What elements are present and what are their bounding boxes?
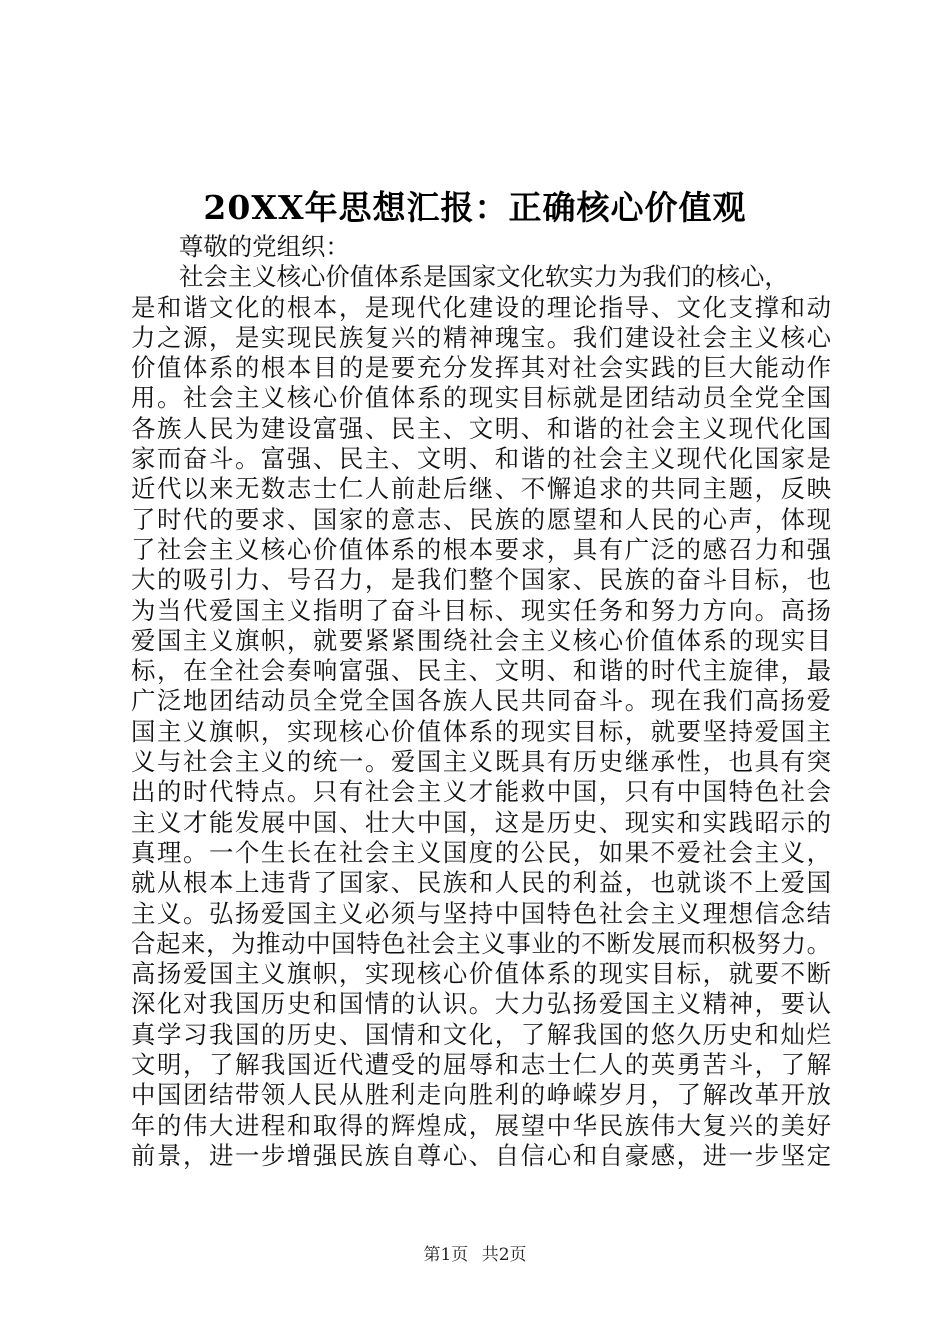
paragraph-line: 主义才能发展中国、壮大中国，这是历史、现实和实践昭示的 [131,807,831,837]
paragraph-line: 了时代的要求、国家的意志、民族的愿望和人民的心声，体现 [131,504,831,534]
paragraph-line: 义与社会主义的统一。爱国主义既具有历史继承性，也具有突 [131,747,831,777]
paragraph-line: 标，在全社会奏响富强、民主、文明、和谐的时代主旋律，最 [131,656,831,686]
paragraph-line: 国主义旗帜，实现核心价值体系的现实目标，就要坚持爱国主 [131,716,831,746]
page-footer [0,1243,950,1267]
paragraph-line: 爱国主义旗帜，就要紧紧围绕社会主义核心价值体系的现实目 [131,625,831,655]
paragraph-line: 文明，了解我国近代遭受的屈辱和志士仁人的英勇苦斗，了解 [131,1050,831,1080]
paragraph-line: 深化对我国历史和国情的认识。大力弘扬爱国主义精神，要认 [131,989,831,1019]
paragraph-line: 合起来，为推动中国特色社会主义事业的不断发展而积极努力。 [131,928,831,958]
page-total: 共2页 [481,1245,527,1265]
paragraph-line: 前景，进一步增强民族自尊心、自信心和自豪感，进一步坚定 [131,1140,831,1170]
paragraph-line: 出的时代特点。只有社会主义才能救中国，只有中国特色社会 [131,777,831,807]
paragraph-line: 真学习我国的历史、国情和文化，了解我国的悠久历史和灿烂 [131,1019,831,1049]
paragraph-line: 中国团结带领人民从胜利走向胜利的峥嵘岁月，了解改革开放 [131,1080,831,1110]
paragraph-line: 了社会主义核心价值体系的根本要求，具有广泛的感召力和强 [131,534,831,564]
paragraph-line: 真理。一个生长在社会主义国度的公民，如果不爱社会主义， [131,837,831,867]
paragraph-line: 力之源，是实现民族复兴的精神瑰宝。我们建设社会主义核心 [131,322,831,352]
paragraph-line: 近代以来无数志士仁人前赴后继、不懈追求的共同主题，反映 [131,474,831,504]
paragraph-line: 高扬爱国主义旗帜，实现核心价值体系的现实目标，就要不断 [131,959,831,989]
paragraph-line: 社会主义核心价值体系是国家文化软实力为我们的核心， [179,262,789,292]
paragraph-line: 价值体系的根本目的是要充分发挥其对社会实践的巨大能动作 [131,353,831,383]
paragraph-line: 年的伟大进程和取得的辉煌成，展望中华民族伟大复兴的美好 [131,1110,831,1140]
paragraph-line: 各族人民为建设富强、民主、文明、和谐的社会主义现代化国 [131,413,831,443]
paragraph-line: 广泛地团结动员全党全国各族人民共同奋斗。现在我们高扬爱 [131,686,831,716]
paragraph-line: 主义。弘扬爱国主义必须与坚持中国特色社会主义理想信念结 [131,898,831,928]
document-body [131,232,831,1171]
paragraph-line: 大的吸引力、号召力，是我们整个国家、民族的奋斗目标，也 [131,565,831,595]
paragraph-line: 就从根本上违背了国家、民族和人民的利益，也就谈不上爱国 [131,868,831,898]
document-title: 20XX年思想汇报：正确核心价值观 [203,188,747,227]
paragraph-line: 为当代爱国主义指明了奋斗目标、现实任务和努力方向。高扬 [131,595,831,625]
paragraph-line: 是和谐文化的根本，是现代化建设的理论指导、文化支撑和动 [131,292,831,322]
paragraph-line: 家而奋斗。富强、民主、文明、和谐的社会主义现代化国家是 [131,444,831,474]
paragraph-line: 用。社会主义核心价值体系的现实目标就是团结动员全党全国 [131,383,831,413]
salutation: 尊敬的党组织： [179,232,350,261]
page-number: 第1页 [423,1245,469,1265]
